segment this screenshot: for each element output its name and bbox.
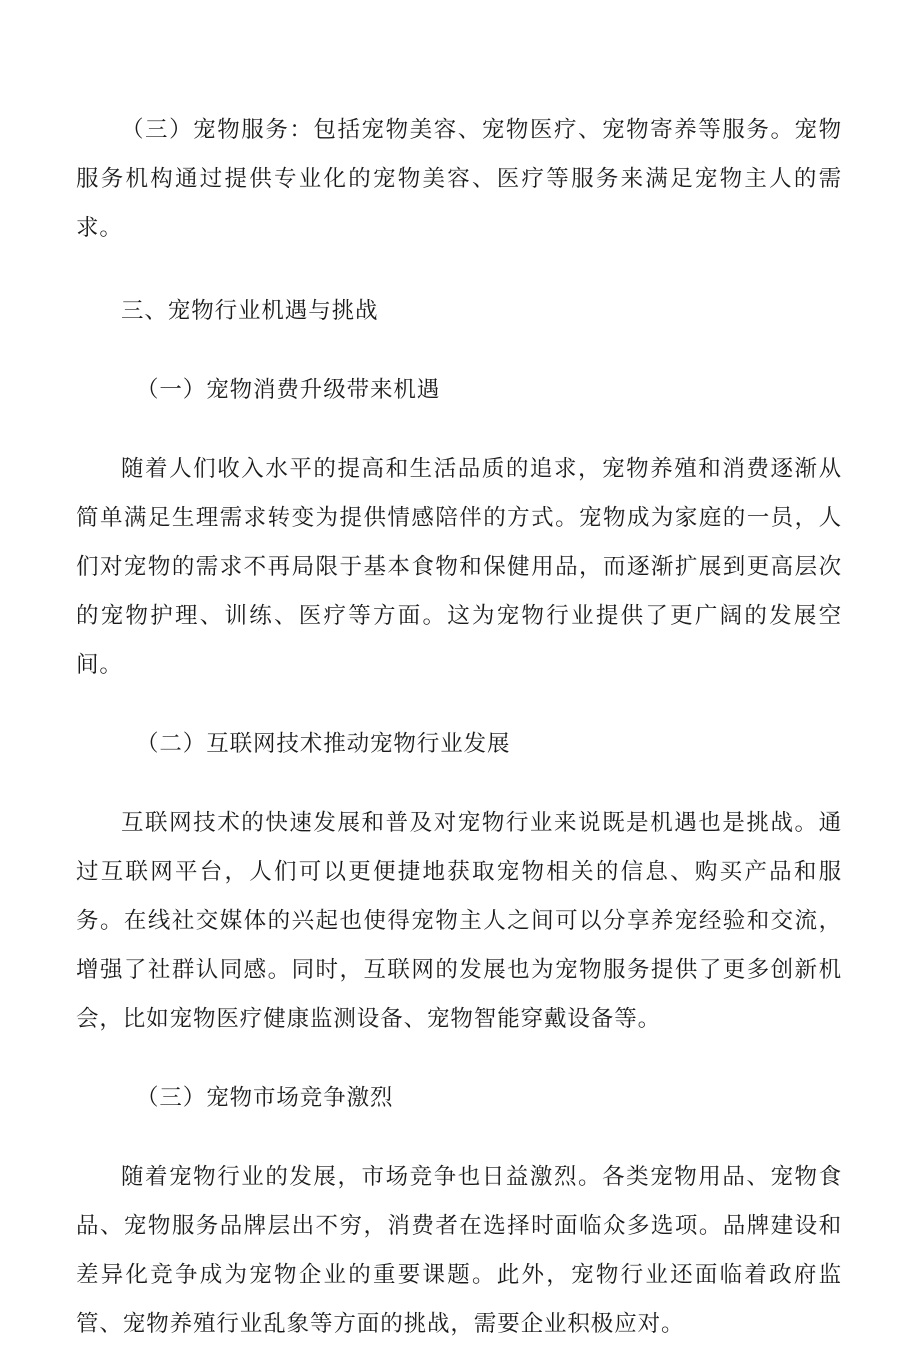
spacer bbox=[76, 1044, 842, 1074]
paragraph-consumption-upgrade: 随着人们收入水平的提高和生活品质的追求，宠物养殖和消费逐渐从简单满足生理需求转变为提供情感陪伴的方式。宠物成为家庭的一员，人们对宠物的需求不再局限于基本食物和保健用品，而逐渐扩展到更高层次的宠物护理、训练、医疗等方面。这为宠物行业提供了更广阔的发展空间。 bbox=[76, 456, 842, 678]
spacer bbox=[76, 415, 842, 445]
spacer bbox=[76, 253, 842, 287]
spacer bbox=[76, 1123, 842, 1153]
subheading-internet-technology: （二）互联网技术推动宠物行业发展 bbox=[136, 731, 511, 757]
paragraph-pet-services: （三）宠物服务：包括宠物美容、宠物医疗、宠物寄养等服务。宠物服务机构通过提供专业化的宠物美容、医疗等服务来满足宠物主人的需求。 bbox=[76, 117, 842, 241]
spacer bbox=[76, 769, 842, 799]
paragraph-market-competition: 随着宠物行业的发展，市场竞争也日益激烈。各类宠物用品、宠物食品、宠物服务品牌层出不穷，消费者在选择时面临众多选项。品牌建设和差异化竞争成为宠物企业的重要课题。此外，宠物行业还面临着政府监管、宠物养殖行业乱象等方面的挑战，需要企业积极应对。 bbox=[76, 1164, 842, 1337]
subheading-consumption-upgrade: （一）宠物消费升级带来机遇 bbox=[136, 377, 441, 403]
section-heading-opportunities-challenges: 三、宠物行业机遇与挑战 bbox=[121, 298, 379, 324]
document-body bbox=[76, 106, 842, 1349]
subheading-market-competition: （三）宠物市场竞争激烈 bbox=[136, 1085, 394, 1111]
paragraph-internet-technology: 互联网技术的快速发展和普及对宠物行业来说既是机遇也是挑战。通过互联网平台，人们可以更便捷地获取宠物相关的信息、购买产品和服务。在线社交媒体的兴起也使得宠物主人之间可以分享养宠经验和交流，增强了社群认同感。同时，互联网的发展也为宠物服务提供了更多创新机会，比如宠物医疗健康监测设备、宠物智能穿戴设备等。 bbox=[76, 810, 842, 1032]
spacer bbox=[76, 336, 842, 366]
spacer bbox=[76, 690, 842, 720]
